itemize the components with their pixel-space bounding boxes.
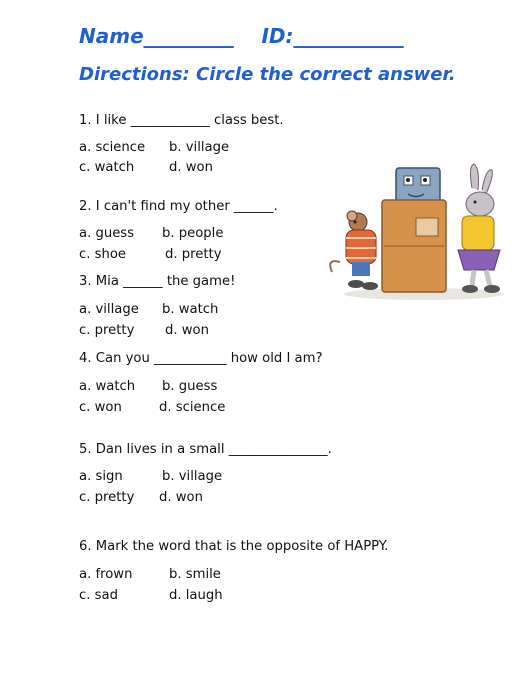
question-3-option-a[interactable]: a. village	[79, 302, 139, 317]
question-1-prompt: 1. I like ____________ class best.	[79, 113, 284, 128]
question-5-option-b[interactable]: b. village	[162, 469, 223, 484]
question-4-option-d[interactable]: d. science	[159, 400, 226, 415]
question-3-option-d[interactable]: d. won	[165, 323, 209, 338]
question-4-option-c[interactable]: c. won	[79, 400, 122, 415]
cartoon-mouse-rabbit-robot-box-icon	[324, 162, 514, 302]
question-5-option-a[interactable]: a. sign	[79, 469, 123, 484]
question-1-option-d[interactable]: d. won	[169, 160, 213, 175]
question-6-option-b[interactable]: b. smile	[169, 567, 221, 582]
directions-heading: Directions: Circle the correct answer.	[79, 64, 456, 85]
question-3-option-c[interactable]: c. pretty	[79, 323, 135, 338]
question-1-option-a[interactable]: a. science	[79, 140, 146, 155]
question-3-prompt: 3. Mia ______ the game!	[79, 274, 236, 289]
question-5-option-c[interactable]: c. pretty	[79, 490, 135, 505]
question-3-option-b[interactable]: b. watch	[162, 302, 219, 317]
question-1-option-c[interactable]: c. watch	[79, 160, 135, 175]
name-id-line: Name_________ ID:___________	[79, 24, 404, 48]
question-5-option-d[interactable]: d. won	[159, 490, 203, 505]
question-2-option-c[interactable]: c. shoe	[79, 247, 127, 262]
question-6-option-a[interactable]: a. frown	[79, 567, 133, 582]
question-2-option-a[interactable]: a. guess	[79, 226, 135, 241]
question-4-option-b[interactable]: b. guess	[162, 379, 218, 394]
question-6-option-d[interactable]: d. laugh	[169, 588, 223, 603]
question-2-prompt: 2. I can't find my other ______.	[79, 199, 278, 214]
question-4-option-a[interactable]: a. watch	[79, 379, 136, 394]
question-4-prompt: 4. Can you ___________ how old I am?	[79, 351, 323, 366]
question-2-option-d[interactable]: d. pretty	[165, 247, 222, 262]
question-1-option-b[interactable]: b. village	[169, 140, 230, 155]
question-5-prompt: 5. Dan lives in a small _______________.	[79, 442, 332, 457]
question-6-option-c[interactable]: c. sad	[79, 588, 118, 603]
question-2-option-b[interactable]: b. people	[162, 226, 224, 241]
question-6-prompt: 6. Mark the word that is the opposite of HAPPY.	[79, 539, 389, 554]
